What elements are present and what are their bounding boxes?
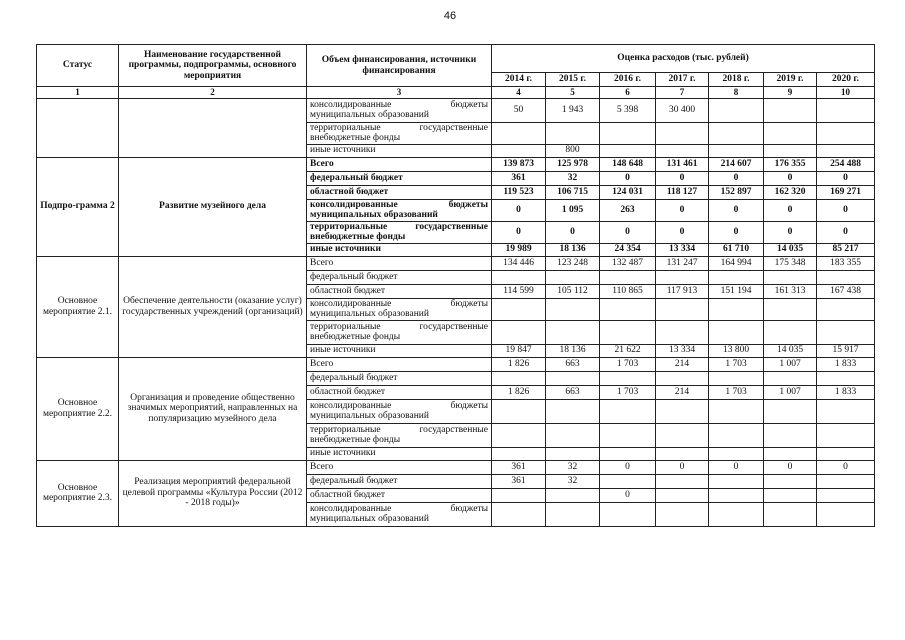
value-cell: 183 355 bbox=[817, 256, 875, 270]
value-cell bbox=[709, 447, 764, 460]
value-cell bbox=[709, 488, 764, 502]
funding-source-cell: территориальные государственные внебюджетные фонды bbox=[307, 221, 492, 243]
value-cell bbox=[600, 371, 656, 385]
table-row bbox=[37, 357, 875, 371]
value-cell: 0 bbox=[492, 199, 546, 221]
funding-source-cell: Всего bbox=[307, 256, 492, 270]
table-header bbox=[37, 45, 875, 99]
value-cell bbox=[764, 270, 817, 284]
value-cell: 800 bbox=[546, 144, 600, 157]
value-cell: 361 bbox=[492, 171, 546, 185]
value-cell bbox=[600, 298, 656, 320]
value-cell bbox=[656, 423, 709, 447]
value-cell: 0 bbox=[656, 199, 709, 221]
value-cell: 18 136 bbox=[546, 344, 600, 357]
value-cell: 134 446 bbox=[492, 256, 546, 270]
value-cell bbox=[492, 371, 546, 385]
value-cell bbox=[817, 144, 875, 157]
value-cell bbox=[764, 399, 817, 423]
value-cell: 19 847 bbox=[492, 344, 546, 357]
value-cell bbox=[709, 502, 764, 526]
value-cell bbox=[709, 298, 764, 320]
value-cell bbox=[546, 320, 600, 344]
value-cell bbox=[656, 371, 709, 385]
value-cell: 1 833 bbox=[817, 357, 875, 371]
value-cell: 0 bbox=[764, 460, 817, 474]
value-cell bbox=[764, 320, 817, 344]
header-year: 2015 г. bbox=[546, 73, 600, 87]
value-cell: 176 355 bbox=[764, 157, 817, 171]
value-cell bbox=[492, 447, 546, 460]
value-cell bbox=[656, 502, 709, 526]
value-cell: 0 bbox=[709, 171, 764, 185]
value-cell bbox=[546, 502, 600, 526]
value-cell bbox=[492, 488, 546, 502]
value-cell: 32 bbox=[546, 171, 600, 185]
header-year: 2019 г. bbox=[764, 73, 817, 87]
value-cell bbox=[764, 122, 817, 144]
funding-source-cell: консолидированные бюджеты муниципальных образований bbox=[307, 199, 492, 221]
table-row bbox=[37, 256, 875, 270]
funding-source-cell: иные источники bbox=[307, 447, 492, 460]
value-cell bbox=[817, 371, 875, 385]
value-cell bbox=[656, 399, 709, 423]
funding-source-cell: областной бюджет bbox=[307, 185, 492, 199]
column-number: 9 bbox=[764, 87, 817, 99]
funding-source-cell: территориальные государственные внебюджетные фонды bbox=[307, 423, 492, 447]
value-cell: 110 865 bbox=[600, 284, 656, 298]
status-cell: Подпро-грамма 2 bbox=[37, 157, 119, 256]
value-cell bbox=[709, 122, 764, 144]
value-cell bbox=[817, 122, 875, 144]
value-cell bbox=[600, 144, 656, 157]
table-body bbox=[37, 98, 875, 526]
value-cell: 119 523 bbox=[492, 185, 546, 199]
value-cell: 263 bbox=[600, 199, 656, 221]
value-cell: 148 648 bbox=[600, 157, 656, 171]
value-cell bbox=[492, 270, 546, 284]
value-cell: 1 095 bbox=[546, 199, 600, 221]
value-cell bbox=[546, 298, 600, 320]
value-cell: 214 607 bbox=[709, 157, 764, 171]
value-cell bbox=[600, 474, 656, 488]
value-cell: 161 313 bbox=[764, 284, 817, 298]
value-cell: 0 bbox=[656, 171, 709, 185]
value-cell: 114 599 bbox=[492, 284, 546, 298]
header-year: 2017 г. bbox=[656, 73, 709, 87]
funding-source-cell: федеральный бюджет bbox=[307, 171, 492, 185]
value-cell: 18 136 bbox=[546, 243, 600, 256]
value-cell: 1 833 bbox=[817, 385, 875, 399]
value-cell: 254 488 bbox=[817, 157, 875, 171]
value-cell: 123 248 bbox=[546, 256, 600, 270]
value-cell bbox=[546, 447, 600, 460]
value-cell: 14 035 bbox=[764, 344, 817, 357]
value-cell bbox=[600, 270, 656, 284]
status-cell bbox=[37, 98, 119, 157]
header-name: Наименование государственной программы, подпрограммы, основного мероприятия bbox=[119, 45, 307, 87]
funding-source-cell: консолидированные бюджеты муниципальных образований bbox=[307, 298, 492, 320]
value-cell: 361 bbox=[492, 460, 546, 474]
value-cell bbox=[817, 98, 875, 122]
value-cell bbox=[492, 423, 546, 447]
value-cell bbox=[764, 447, 817, 460]
table-row bbox=[37, 98, 875, 122]
value-cell bbox=[817, 447, 875, 460]
value-cell bbox=[656, 474, 709, 488]
value-cell bbox=[817, 502, 875, 526]
value-cell: 175 348 bbox=[764, 256, 817, 270]
funding-source-cell: территориальные государственные внебюджетные фонды bbox=[307, 122, 492, 144]
funding-source-cell: областной бюджет bbox=[307, 284, 492, 298]
header-status: Статус bbox=[37, 45, 119, 87]
value-cell bbox=[546, 371, 600, 385]
header-year: 2016 г. bbox=[600, 73, 656, 87]
value-cell: 21 622 bbox=[600, 344, 656, 357]
column-number: 6 bbox=[600, 87, 656, 99]
header-year: 2020 г. bbox=[817, 73, 875, 87]
value-cell: 1 007 bbox=[764, 357, 817, 371]
value-cell: 167 438 bbox=[817, 284, 875, 298]
value-cell: 13 334 bbox=[656, 243, 709, 256]
value-cell bbox=[492, 122, 546, 144]
program-name-cell: Обеспечение деятельности (оказание услуг) государственных учреждений (организаций) bbox=[119, 256, 307, 357]
funding-source-cell: иные источники bbox=[307, 144, 492, 157]
value-cell bbox=[764, 144, 817, 157]
value-cell bbox=[492, 298, 546, 320]
funding-source-cell: областной бюджет bbox=[307, 488, 492, 502]
funding-source-cell: областной бюджет bbox=[307, 385, 492, 399]
value-cell: 32 bbox=[546, 474, 600, 488]
value-cell: 1 826 bbox=[492, 385, 546, 399]
value-cell: 1 703 bbox=[600, 385, 656, 399]
value-cell: 14 035 bbox=[764, 243, 817, 256]
value-cell: 32 bbox=[546, 460, 600, 474]
value-cell: 162 320 bbox=[764, 185, 817, 199]
value-cell: 0 bbox=[817, 221, 875, 243]
value-cell: 152 897 bbox=[709, 185, 764, 199]
value-cell: 0 bbox=[600, 221, 656, 243]
value-cell: 105 112 bbox=[546, 284, 600, 298]
value-cell: 169 271 bbox=[817, 185, 875, 199]
value-cell: 663 bbox=[546, 385, 600, 399]
value-cell bbox=[709, 144, 764, 157]
value-cell: 0 bbox=[546, 221, 600, 243]
value-cell: 118 127 bbox=[656, 185, 709, 199]
column-number: 2 bbox=[119, 87, 307, 99]
column-number: 3 bbox=[307, 87, 492, 99]
value-cell: 132 487 bbox=[600, 256, 656, 270]
budget-table bbox=[36, 44, 875, 527]
funding-source-cell: Всего bbox=[307, 357, 492, 371]
value-cell bbox=[817, 270, 875, 284]
value-cell bbox=[817, 488, 875, 502]
value-cell: 0 bbox=[600, 460, 656, 474]
value-cell: 0 bbox=[817, 460, 875, 474]
value-cell bbox=[709, 399, 764, 423]
value-cell: 0 bbox=[817, 199, 875, 221]
value-cell bbox=[492, 399, 546, 423]
funding-source-cell: иные источники bbox=[307, 344, 492, 357]
column-numbers-row bbox=[37, 87, 875, 99]
value-cell bbox=[656, 122, 709, 144]
value-cell: 0 bbox=[656, 221, 709, 243]
funding-source-cell: консолидированные бюджеты муниципальных образований bbox=[307, 502, 492, 526]
value-cell bbox=[709, 98, 764, 122]
value-cell bbox=[546, 488, 600, 502]
value-cell bbox=[546, 399, 600, 423]
funding-source-cell: федеральный бюджет bbox=[307, 371, 492, 385]
value-cell: 61 710 bbox=[709, 243, 764, 256]
value-cell: 13 334 bbox=[656, 344, 709, 357]
funding-source-cell: федеральный бюджет bbox=[307, 270, 492, 284]
value-cell: 151 194 bbox=[709, 284, 764, 298]
value-cell bbox=[600, 502, 656, 526]
table-row bbox=[37, 157, 875, 171]
value-cell: 214 bbox=[656, 385, 709, 399]
value-cell: 0 bbox=[600, 488, 656, 502]
value-cell: 124 031 bbox=[600, 185, 656, 199]
header-estimate: Оценка расходов (тыс. рублей) bbox=[492, 45, 875, 73]
value-cell bbox=[600, 447, 656, 460]
program-name-cell: Реализация мероприятий федеральной целевой программы «Культура России (2012 - 2018 годы)» bbox=[119, 460, 307, 526]
header-year: 2018 г. bbox=[709, 73, 764, 87]
value-cell bbox=[656, 144, 709, 157]
program-name-cell bbox=[119, 98, 307, 157]
value-cell bbox=[546, 423, 600, 447]
value-cell: 0 bbox=[709, 199, 764, 221]
value-cell: 117 913 bbox=[656, 284, 709, 298]
value-cell: 24 354 bbox=[600, 243, 656, 256]
value-cell bbox=[817, 399, 875, 423]
value-cell: 1 943 bbox=[546, 98, 600, 122]
value-cell bbox=[600, 423, 656, 447]
value-cell: 1 703 bbox=[600, 357, 656, 371]
funding-source-cell: консолидированные бюджеты муниципальных образований bbox=[307, 399, 492, 423]
value-cell: 0 bbox=[492, 221, 546, 243]
value-cell bbox=[656, 488, 709, 502]
program-name-cell: Организация и проведение общественно значимых мероприятий, направленных на популяризацию музейного дела bbox=[119, 357, 307, 460]
column-number: 4 bbox=[492, 87, 546, 99]
value-cell bbox=[656, 270, 709, 284]
page-number: 46 bbox=[443, 10, 457, 22]
value-cell: 1 826 bbox=[492, 357, 546, 371]
value-cell: 15 917 bbox=[817, 344, 875, 357]
funding-source-cell: федеральный бюджет bbox=[307, 474, 492, 488]
value-cell bbox=[492, 320, 546, 344]
value-cell bbox=[709, 371, 764, 385]
funding-source-cell: Всего bbox=[307, 460, 492, 474]
value-cell bbox=[817, 423, 875, 447]
value-cell: 0 bbox=[764, 199, 817, 221]
funding-source-cell: территориальные государственные внебюджетные фонды bbox=[307, 320, 492, 344]
value-cell bbox=[764, 98, 817, 122]
value-cell: 85 217 bbox=[817, 243, 875, 256]
value-cell bbox=[764, 502, 817, 526]
value-cell: 0 bbox=[656, 460, 709, 474]
funding-source-cell: консолидированные бюджеты муниципальных образований bbox=[307, 98, 492, 122]
column-number: 1 bbox=[37, 87, 119, 99]
funding-source-cell: Всего bbox=[307, 157, 492, 171]
value-cell: 0 bbox=[817, 171, 875, 185]
header-year: 2014 г. bbox=[492, 73, 546, 87]
value-cell: 0 bbox=[709, 460, 764, 474]
value-cell: 0 bbox=[600, 171, 656, 185]
value-cell: 0 bbox=[709, 221, 764, 243]
column-number: 5 bbox=[546, 87, 600, 99]
value-cell: 50 bbox=[492, 98, 546, 122]
value-cell: 361 bbox=[492, 474, 546, 488]
value-cell bbox=[764, 474, 817, 488]
value-cell: 131 461 bbox=[656, 157, 709, 171]
value-cell bbox=[817, 320, 875, 344]
value-cell: 106 715 bbox=[546, 185, 600, 199]
value-cell: 1 007 bbox=[764, 385, 817, 399]
status-cell: Основное мероприятие 2.2. bbox=[37, 357, 119, 460]
value-cell bbox=[600, 399, 656, 423]
value-cell: 164 994 bbox=[709, 256, 764, 270]
value-cell bbox=[600, 320, 656, 344]
table-row bbox=[37, 460, 875, 474]
value-cell bbox=[546, 122, 600, 144]
value-cell: 0 bbox=[764, 221, 817, 243]
value-cell: 19 989 bbox=[492, 243, 546, 256]
status-cell: Основное мероприятие 2.1. bbox=[37, 256, 119, 357]
value-cell bbox=[764, 488, 817, 502]
value-cell bbox=[709, 423, 764, 447]
value-cell bbox=[600, 122, 656, 144]
value-cell bbox=[709, 474, 764, 488]
value-cell bbox=[656, 447, 709, 460]
value-cell: 0 bbox=[764, 171, 817, 185]
column-number: 7 bbox=[656, 87, 709, 99]
funding-source-cell: иные источники bbox=[307, 243, 492, 256]
value-cell: 30 400 bbox=[656, 98, 709, 122]
value-cell: 13 800 bbox=[709, 344, 764, 357]
value-cell bbox=[764, 423, 817, 447]
value-cell bbox=[764, 298, 817, 320]
value-cell bbox=[656, 298, 709, 320]
value-cell bbox=[764, 371, 817, 385]
value-cell bbox=[709, 320, 764, 344]
header-source: Объем финансирования, источники финансирования bbox=[307, 45, 492, 87]
value-cell bbox=[492, 144, 546, 157]
value-cell bbox=[817, 474, 875, 488]
value-cell: 5 398 bbox=[600, 98, 656, 122]
value-cell: 125 978 bbox=[546, 157, 600, 171]
value-cell: 214 bbox=[656, 357, 709, 371]
column-number: 10 bbox=[817, 87, 875, 99]
value-cell: 139 873 bbox=[492, 157, 546, 171]
column-number: 8 bbox=[709, 87, 764, 99]
value-cell bbox=[817, 298, 875, 320]
program-name-cell: Развитие музейного дела bbox=[119, 157, 307, 256]
value-cell bbox=[546, 270, 600, 284]
value-cell: 1 703 bbox=[709, 385, 764, 399]
value-cell bbox=[709, 270, 764, 284]
status-cell: Основное мероприятие 2.3. bbox=[37, 460, 119, 526]
value-cell bbox=[656, 320, 709, 344]
value-cell bbox=[492, 502, 546, 526]
value-cell: 663 bbox=[546, 357, 600, 371]
value-cell: 1 703 bbox=[709, 357, 764, 371]
value-cell: 131 247 bbox=[656, 256, 709, 270]
